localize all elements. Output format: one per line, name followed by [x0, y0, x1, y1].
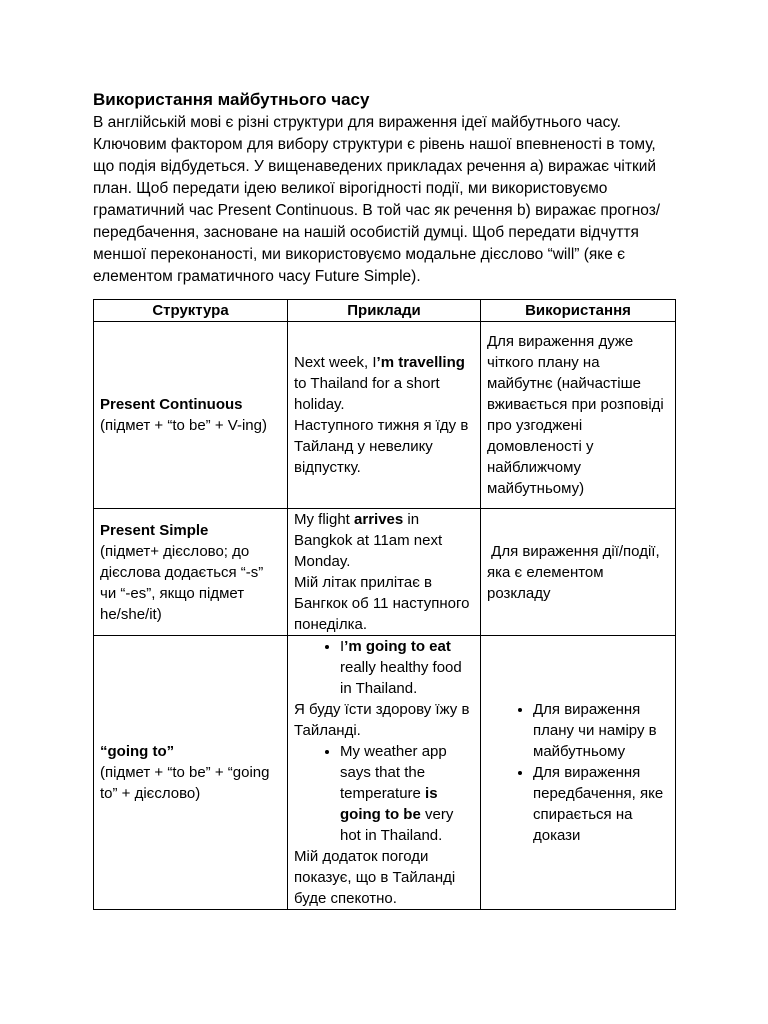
- example-cell: [288, 509, 481, 636]
- example-text: My weather app says that the temperature: [340, 743, 447, 802]
- structure-cell: [94, 322, 288, 509]
- header-structure: Структура: [94, 300, 288, 322]
- example-list: [294, 636, 474, 699]
- example-highlight: arrives: [354, 511, 404, 528]
- table-header-row: [94, 300, 676, 322]
- structure-cell: [94, 509, 288, 636]
- example-translation: Мій літак прилітає в Бангкок об 11 наступного понеділка.: [294, 574, 470, 633]
- table-row: [94, 509, 676, 636]
- example-text: My flight: [294, 511, 355, 528]
- intro-paragraph: В англійській мові є різні структури для вираження ідеї майбутнього часу. Ключовим фактором для вибору структури є рівень нашої впевненості в тому, що подія відбудеться. У вищенаведених прикладах речення а) виражає чіткий план. Щоб передати ідею великої вірогідності події, ми використовуємо граматичний час Present Continuous. В той час як речення b) виражає прогноз/передбачення, засноване на нашій особистій думці. Щоб передати відчуття меншої переконаності, ми використовуємо модальне дієслово “will” (яке є елементом граматичного часу Future Simple).: [93, 114, 661, 285]
- list-item: [340, 636, 474, 699]
- example-translation: Мій додаток погоди показує, що в Тайланді буде спекотно.: [294, 848, 456, 907]
- example-highlight: ’m travelling: [376, 354, 465, 371]
- header-examples: Приклади: [288, 300, 481, 322]
- structure-description: (підмет + “to be” + “going to” + дієслово): [100, 764, 270, 802]
- example-translation: Я буду їсти здорову їжу в Тайланді.: [294, 701, 470, 739]
- document-page: [93, 88, 675, 910]
- usage-text: Для вираження дуже чіткого плану на майбутнє (найчастіше вживається при розповіді про узгоджені домовленості у найближчому майбутньому): [487, 333, 664, 497]
- table-row: [94, 322, 676, 509]
- usage-cell: [481, 322, 676, 509]
- example-text: very hot in Thailand.: [340, 806, 454, 844]
- example-list: [294, 741, 474, 846]
- example-highlight: ’m going to eat: [344, 638, 451, 655]
- example-highlight: is going to be: [340, 785, 438, 823]
- example-cell: [288, 636, 481, 910]
- example-text: to Thailand for a short holiday.: [294, 375, 440, 413]
- example-text: really healthy food in Thailand.: [340, 659, 462, 697]
- list-item: • Для вираження передбачення, яке спирається на докази: [533, 762, 669, 846]
- usage-cell: [481, 636, 676, 910]
- structure-description: (підмет + “to be” + V-ing): [100, 417, 267, 434]
- list-item: [340, 741, 474, 846]
- structure-name: “going to”: [100, 743, 175, 760]
- example-translation: Наступного тижня я їду в Тайланд у невелику відпустку.: [294, 417, 469, 476]
- usage-list: [487, 699, 669, 846]
- structure-name: Present Continuous: [100, 396, 243, 413]
- usage-text: Для вираження дії/події, яка є елементом розкладу: [487, 542, 664, 602]
- list-item: • Для вираження плану чи наміру в майбутньому: [533, 699, 669, 762]
- grammar-table: [93, 299, 676, 910]
- structure-cell: [94, 636, 288, 910]
- example-cell: [288, 322, 481, 509]
- example-text: I: [340, 638, 345, 655]
- usage-cell: [481, 509, 676, 636]
- structure-name: Present Simple: [100, 521, 209, 539]
- example-text: in Bangkok at 11am next Monday.: [294, 511, 443, 570]
- example-text: Next week, I: [294, 354, 377, 371]
- header-usage: Використання: [481, 300, 676, 322]
- table-row: [94, 636, 676, 910]
- structure-description: (підмет+ дієслово; до дієслова додається “-s” чи “-es”, якщо підмет he/she/it): [100, 542, 264, 623]
- page-title: Використання майбутнього часу: [93, 90, 370, 109]
